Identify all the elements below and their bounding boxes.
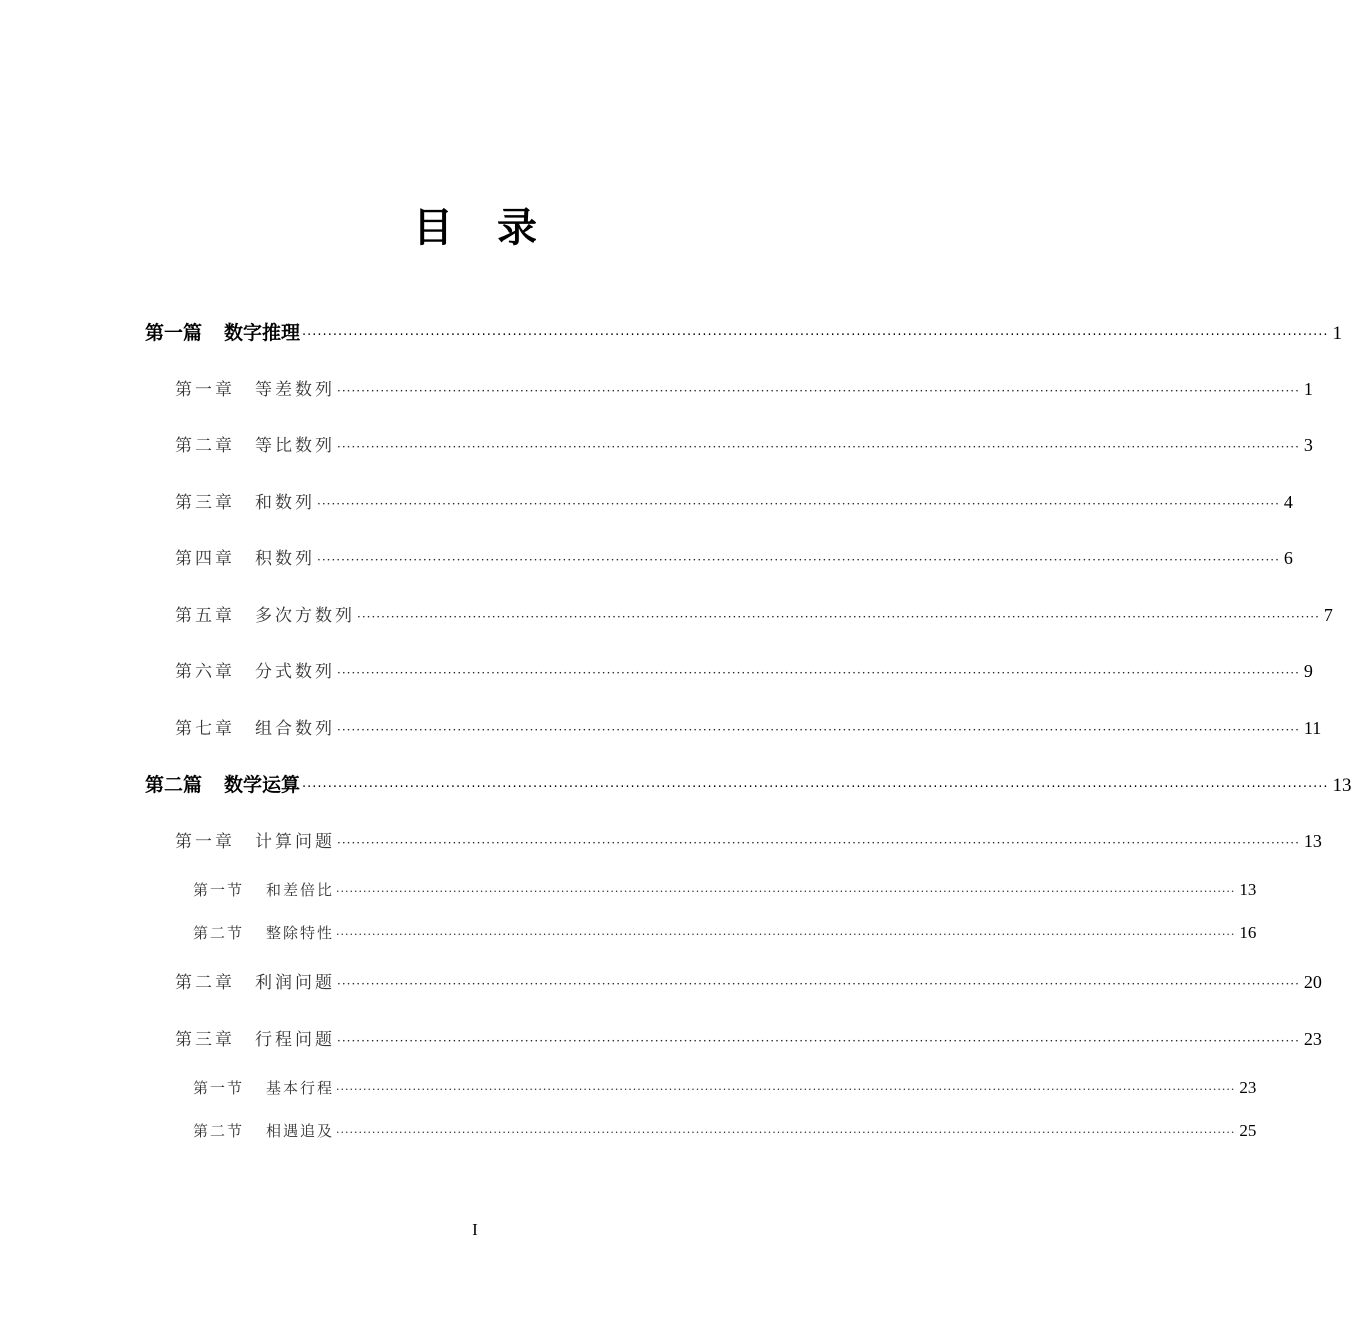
toc-entry-number: 第四章 bbox=[175, 549, 235, 569]
toc-entry-label: 和数列 bbox=[255, 493, 315, 513]
toc-leader-dots: ········································································································································································································ bbox=[337, 384, 1300, 398]
toc-entry-page: 23 bbox=[1239, 1078, 1257, 1097]
toc-chapter-entry[interactable] bbox=[175, 544, 1293, 572]
toc-chapter-entry[interactable] bbox=[175, 431, 1313, 459]
toc-entry-label: 等比数列 bbox=[255, 436, 335, 456]
toc-leader-dots: ········································································································································································································ bbox=[337, 666, 1300, 680]
toc-leader-dots: ········································································································································································································ bbox=[337, 723, 1300, 737]
toc-part-entry[interactable] bbox=[145, 770, 1352, 800]
toc-entry-page: 9 bbox=[1303, 661, 1313, 681]
toc-chapter-entry[interactable] bbox=[175, 375, 1313, 403]
footer-page-number: I bbox=[472, 1220, 478, 1239]
toc-entry-page: 1 bbox=[1303, 379, 1313, 399]
toc-entry-number: 第七章 bbox=[175, 719, 235, 739]
toc-leader-dots: ········································································································································································································ bbox=[357, 610, 1320, 624]
toc-leader-dots: ········································································································································································································ bbox=[317, 553, 1280, 567]
toc-entry-number: 第一章 bbox=[175, 832, 235, 852]
toc-entry-label: 多次方数列 bbox=[255, 606, 355, 626]
toc-entry-number: 第二篇 bbox=[145, 774, 203, 796]
toc-entry-page: 7 bbox=[1323, 605, 1333, 625]
toc-entry-page: 13 bbox=[1332, 775, 1352, 796]
toc-section-entry[interactable] bbox=[193, 878, 1257, 902]
toc-leader-dots: ········································································································································································································ bbox=[336, 1083, 1236, 1096]
toc-entry-number: 第一章 bbox=[175, 380, 235, 400]
toc-entry-page: 6 bbox=[1283, 548, 1293, 568]
toc-entry-number: 第三章 bbox=[175, 1030, 235, 1050]
page-title bbox=[0, 202, 950, 254]
toc-entry-label: 组合数列 bbox=[255, 719, 335, 739]
toc-section-entry[interactable] bbox=[193, 1119, 1257, 1143]
toc-entry-page: 3 bbox=[1303, 435, 1313, 455]
toc-leader-dots: ········································································································································································································ bbox=[302, 328, 1329, 343]
toc-entry-page: 25 bbox=[1239, 1121, 1257, 1140]
toc-entry-number: 第一节 bbox=[193, 881, 245, 899]
title-char-1: 目 bbox=[413, 205, 453, 251]
toc-entry-label: 行程问题 bbox=[255, 1030, 335, 1050]
toc-entry-label: 分式数列 bbox=[255, 662, 335, 682]
toc-entry-label: 基本行程 bbox=[266, 1079, 335, 1097]
toc-entry-page: 13 bbox=[1239, 880, 1257, 899]
toc-entry-label: 相遇追及 bbox=[266, 1122, 335, 1140]
toc-chapter-entry[interactable] bbox=[175, 827, 1322, 855]
toc-entry-number: 第一篇 bbox=[145, 322, 203, 344]
toc-entry-page: 13 bbox=[1303, 831, 1322, 851]
toc-chapter-entry[interactable] bbox=[175, 714, 1322, 742]
toc-entry-label: 积数列 bbox=[255, 549, 315, 569]
toc-leader-dots: ········································································································································································································ bbox=[337, 1034, 1300, 1048]
toc-entry-label: 和差倍比 bbox=[266, 881, 335, 899]
toc-entry-number: 第二节 bbox=[193, 1122, 245, 1140]
toc-entry-page: 4 bbox=[1283, 492, 1293, 512]
toc-entry-page: 16 bbox=[1239, 923, 1257, 942]
toc-section-entry[interactable] bbox=[193, 921, 1257, 945]
toc-entry-page: 1 bbox=[1332, 323, 1342, 344]
toc-leader-dots: ········································································································································································································ bbox=[336, 1126, 1236, 1139]
toc-entry-number: 第五章 bbox=[175, 606, 235, 626]
toc-chapter-entry[interactable] bbox=[175, 601, 1333, 629]
toc-entry-number: 第二章 bbox=[175, 973, 235, 993]
toc-part-entry[interactable] bbox=[145, 318, 1342, 348]
toc-entry-label: 利润问题 bbox=[255, 973, 335, 993]
toc-leader-dots: ········································································································································································································ bbox=[317, 497, 1280, 511]
toc-leader-dots: ········································································································································································································ bbox=[302, 780, 1329, 795]
toc-leader-dots: ········································································································································································································ bbox=[336, 928, 1236, 941]
toc-leader-dots: ········································································································································································································ bbox=[337, 440, 1300, 454]
toc-entry-page: 23 bbox=[1303, 1029, 1322, 1049]
toc-entry-label: 整除特性 bbox=[266, 924, 335, 942]
toc-entry-label: 等差数列 bbox=[255, 380, 335, 400]
toc-chapter-entry[interactable] bbox=[175, 1025, 1322, 1053]
toc-chapter-entry[interactable] bbox=[175, 968, 1322, 996]
title-char-2: 录 bbox=[497, 205, 537, 251]
toc-leader-dots: ········································································································································································································ bbox=[337, 836, 1300, 850]
toc-entry-number: 第六章 bbox=[175, 662, 235, 682]
toc-chapter-entry[interactable] bbox=[175, 657, 1313, 685]
toc-entry-label: 计算问题 bbox=[255, 832, 335, 852]
toc-entry-page: 20 bbox=[1303, 972, 1322, 992]
toc-entry-number: 第二节 bbox=[193, 924, 245, 942]
toc-entry-number: 第三章 bbox=[175, 493, 235, 513]
toc-leader-dots: ········································································································································································································ bbox=[336, 885, 1236, 898]
toc-leader-dots: ········································································································································································································ bbox=[337, 977, 1300, 991]
toc-chapter-entry[interactable] bbox=[175, 488, 1293, 516]
toc-section-entry[interactable] bbox=[193, 1076, 1257, 1100]
toc-entry-label: 数字推理 bbox=[224, 322, 301, 344]
toc-entry-page: 11 bbox=[1303, 718, 1322, 738]
toc-entry-number: 第二章 bbox=[175, 436, 235, 456]
toc-entry-label: 数学运算 bbox=[224, 774, 301, 796]
toc-entry-number: 第一节 bbox=[193, 1079, 245, 1097]
